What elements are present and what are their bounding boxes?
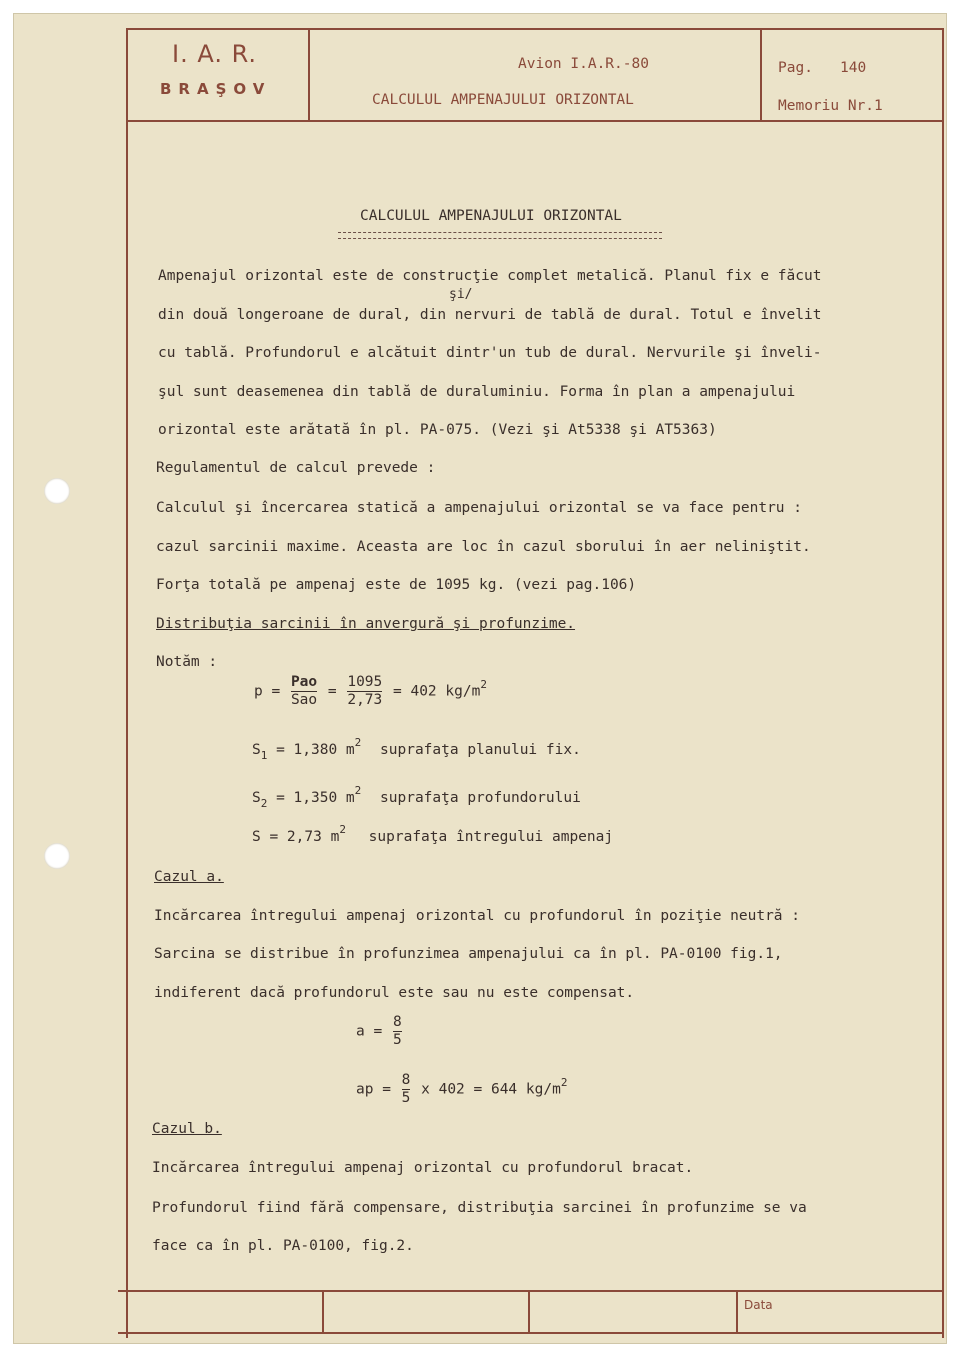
punch-hole [44,843,70,869]
case-b-line: Profundorul fiind fără compensare, distribuţia sarcinei în profunzime se va [152,1200,807,1216]
aircraft-model: Avion I.A.R.-80 [518,56,649,72]
footer-top-border [118,1290,944,1292]
fraction-1095-273: $\frac{1095}{2,73}$ [347,674,383,708]
footer-bottom-border [118,1332,944,1334]
area-s2: $S_2 = 1,350$ $m^2$ suprafaţa profundorului [252,784,581,810]
document-title: CALCULUL AMPENAJULUI ORIZONTAL [360,208,622,224]
frame-left-border [126,28,128,1338]
header-divider-2 [760,28,762,122]
header-bottom-border [126,120,944,122]
formula-ap: ap = $\frac{8}{5}$ x 402 = 644 $kg/m^2$ [356,1072,568,1106]
case-a-heading: Cazul a. [154,869,224,885]
regulation-line: Calculul şi încercarea statică a ampenajului orizontal se va face pentru : [156,500,803,516]
header-divider-1 [308,28,310,122]
regulation-line: Regulamentul de calcul prevede : [156,460,436,476]
regulation-line: cazul sarcinii maxime. Aceasta are loc în cazul sborului în aer neliniştit. [156,539,811,555]
case-b-line: Incărcarea întregului ampenaj orizontal cu profundorul bracat. [152,1160,694,1176]
case-b-heading: Cazul b. [152,1121,222,1137]
page-label: Pag. [778,60,813,76]
case-a-line: Sarcina se distribue în profunzimea ampenajului ca în pl. PA-0100 fig.1, [154,946,783,962]
page-number: 140 [840,60,867,76]
distribution-heading: Distribuţia sarcinii în anvergură şi profunzime. [156,616,576,632]
date-label: Data [744,1298,773,1312]
title-double-underline [338,232,662,239]
footer-divider [528,1290,530,1334]
footer-divider [322,1290,324,1334]
handwritten-insertion: şi/ [449,287,473,302]
header-section-title: CALCULUL AMPENAJULUI ORIZONTAL [372,92,634,108]
intro-line: orizontal este arătată în pl. PA-075. (Vezi şi At5338 şi AT5363) [158,422,717,438]
fraction-pao-sao: $\frac{\text{Pao}}{\text{Sao}}$ [290,674,318,708]
intro-line: Ampenajul orizontal este de construcţie complet metalică. Planul fix e făcut [158,268,822,284]
notam-label: Notăm : [156,654,218,670]
memo-number: Memoriu Nr.1 [778,98,883,114]
case-a-line: Incărcarea întregului ampenaj orizontal cu profundorul în poziţie neutră : [154,908,801,924]
area-s-total: S = 2,73 $m^2$ suprafaţa întregului ampenaj [252,823,614,845]
frame-top-border [126,28,944,30]
company-name: I. A. R. [172,40,258,68]
area-s1: $S_1 = 1,380$ $m^2$ suprafaţa planului fix. [252,736,581,762]
intro-line: şul sunt deasemenea din tablă de duraluminiu. Forma în plan a ampenajului [158,384,796,400]
intro-line: din două longeroane de dural, din nervuri de tablă de dural. Totul e învelit [158,307,822,323]
punch-hole [44,478,70,504]
case-b-line: face ca în pl. PA-0100, fig.2. [152,1238,414,1254]
regulation-line: Forţa totală pe ampenaj este de 1095 kg. (vezi pag.106) [156,577,637,593]
footer-divider [736,1290,738,1334]
formula-p: p = $\frac{\text{Pao}}{\text{Sao}}$ = $\frac{1095}{2,73}$ = 402 $kg/m^2$ [254,674,487,708]
fraction-8-5: $\frac{8}{5}$ [401,1072,411,1106]
intro-line: cu tablă. Profundorul e alcătuit dintr'un tub de dural. Nervurile şi înveli- [158,345,822,361]
frame-right-border [942,28,944,1338]
fraction-8-5: $\frac{8}{5}$ [392,1014,402,1048]
formula-a: a = $\frac{8}{5}$ [356,1014,402,1048]
company-city: BRAŞOV [160,80,272,98]
case-a-line: indiferent dacă profundorul este sau nu este compensat. [154,985,635,1001]
